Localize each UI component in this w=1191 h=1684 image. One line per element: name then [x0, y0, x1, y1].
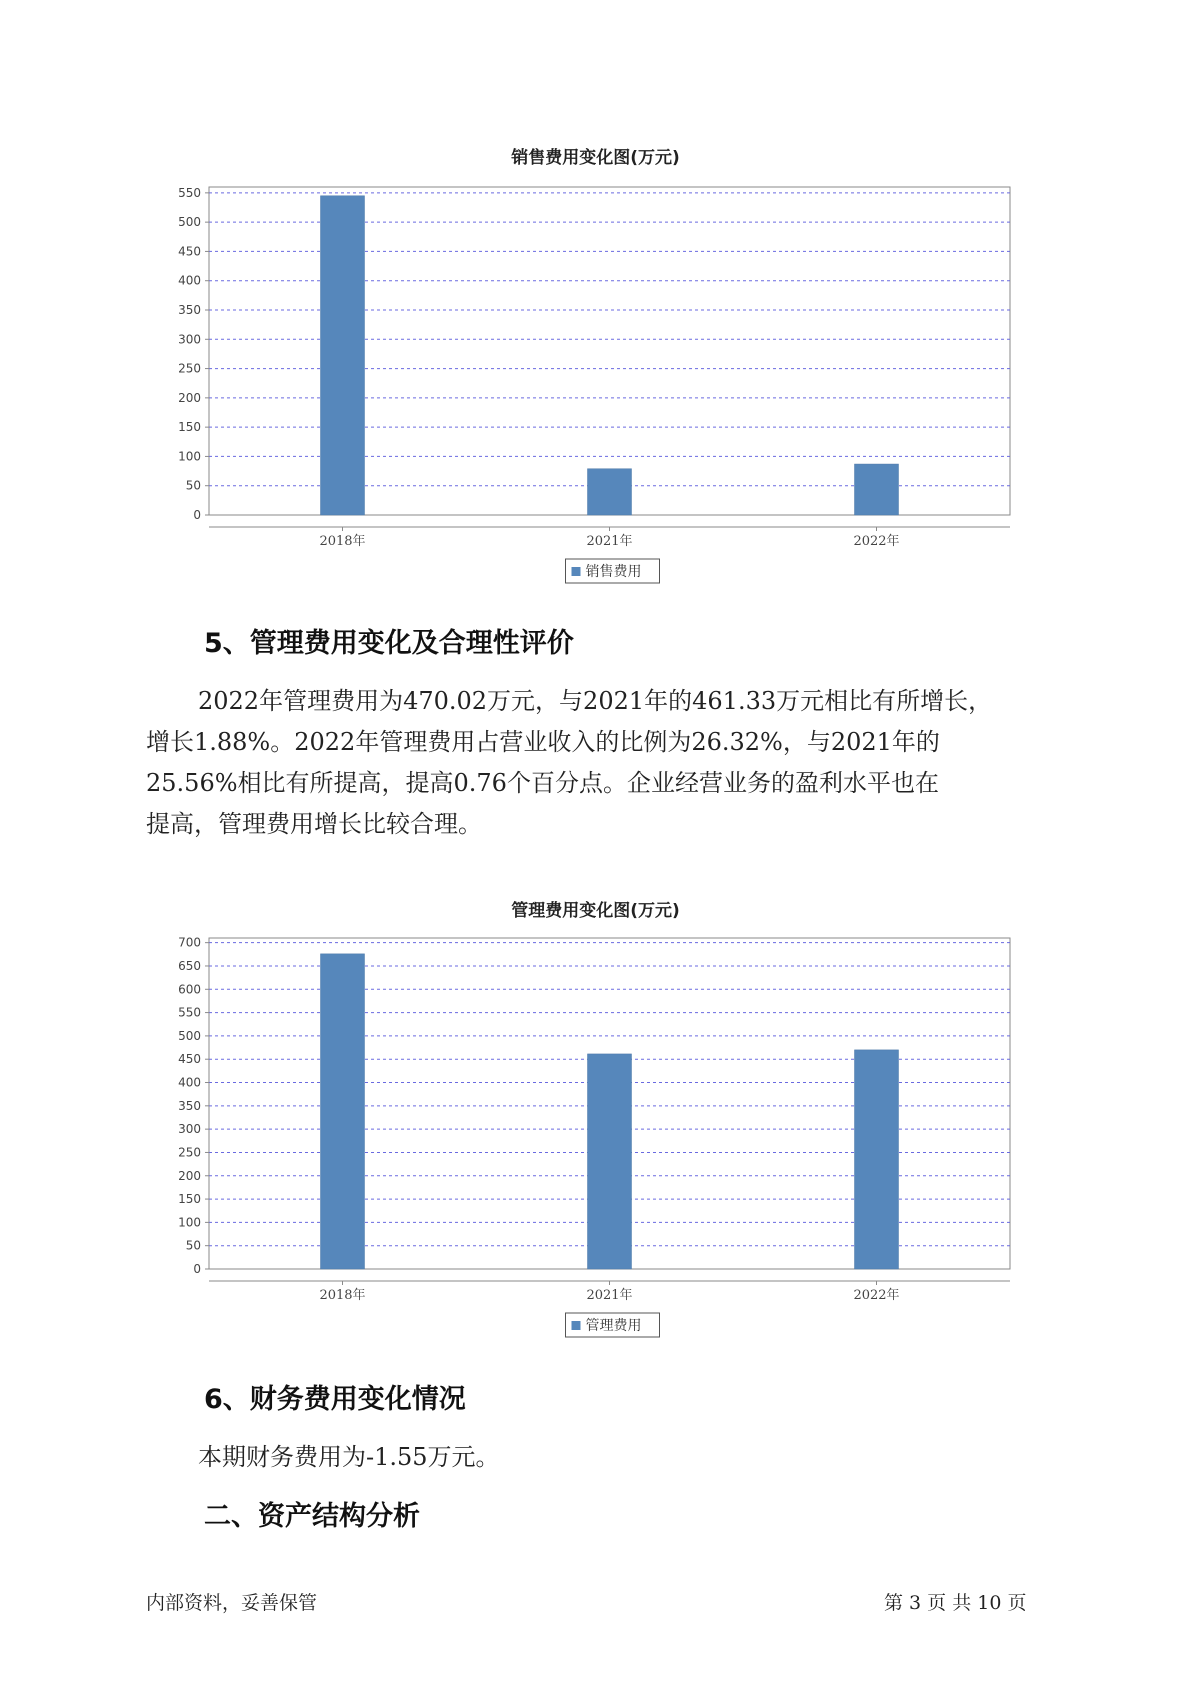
x-tick-label: 2018年 [319, 1288, 366, 1303]
y-tick-label: 100 [178, 449, 201, 464]
y-tick-label: 50 [185, 1238, 201, 1253]
y-tick-label: 400 [178, 1075, 201, 1090]
legend-swatch [572, 567, 581, 576]
y-tick-label: 150 [178, 1192, 201, 1207]
sales-expense-chart [0, 170, 1191, 590]
y-tick-label: 250 [178, 361, 201, 376]
paragraph-line: 25.56%相比有所提高，提高0.76个百分点。企业经营业务的盈利水平也在 [146, 769, 939, 797]
x-tick-label: 2021年 [586, 1288, 633, 1303]
y-tick-label: 150 [178, 420, 201, 435]
legend-swatch [572, 1321, 581, 1330]
y-tick-label: 450 [178, 1052, 201, 1067]
y-tick-label: 400 [178, 273, 201, 288]
y-tick-label: 700 [178, 935, 201, 950]
paragraph-line: 增长1.88%。2022年管理费用占营业收入的比例为26.32%，与2021年的 [146, 728, 940, 756]
x-tick-label: 2018年 [319, 534, 366, 549]
paragraph-line: 提高，管理费用增长比较合理。 [146, 810, 482, 838]
y-tick-label: 250 [178, 1145, 201, 1160]
legend-label: 管理费用 [585, 1318, 642, 1334]
x-tick-label: 2022年 [853, 534, 900, 549]
y-tick-label: 0 [193, 508, 201, 522]
y-tick-label: 350 [178, 1098, 201, 1113]
paragraph-line: 本期财务费用为-1.55万元。 [198, 1443, 500, 1471]
bar [855, 1050, 899, 1269]
y-tick-label: 600 [178, 982, 201, 997]
bar [855, 464, 899, 515]
assets-section-heading: 二、资产结构分析 [204, 1501, 420, 1532]
y-tick-label: 50 [185, 478, 201, 493]
y-tick-label: 200 [178, 390, 201, 405]
y-tick-label: 550 [178, 1005, 201, 1020]
section6-heading: 6、财务费用变化情况 [204, 1384, 466, 1415]
paragraph-line: 2022年管理费用为470.02万元，与2021年的461.33万元相比有所增长， [198, 687, 993, 715]
y-tick-label: 350 [178, 303, 201, 317]
x-tick-label: 2022年 [853, 1288, 900, 1303]
bar [321, 196, 365, 515]
y-tick-label: 500 [178, 215, 201, 230]
y-tick-label: 100 [178, 1215, 201, 1230]
footer-confidential-note: 内部资料，妥善保管 [146, 1592, 318, 1614]
y-tick-label: 200 [178, 1168, 201, 1183]
admin-expense-chart-title: 管理费用变化图(万元) [511, 901, 680, 921]
y-tick-label: 500 [178, 1028, 201, 1043]
y-tick-label: 550 [178, 185, 201, 200]
section6-paragraph [146, 1437, 1076, 1478]
y-tick-label: 0 [193, 1262, 201, 1276]
section5-paragraph [146, 681, 1076, 845]
sales-expense-chart-title: 销售费用变化图(万元) [511, 148, 680, 168]
section5-heading: 5、管理费用变化及合理性评价 [204, 628, 574, 659]
admin-expense-chart [0, 925, 1191, 1345]
x-tick-label: 2021年 [586, 534, 633, 549]
bar [588, 1054, 632, 1269]
y-tick-label: 650 [178, 958, 201, 973]
footer-page-number: 第 3 页 共 10 页 [884, 1592, 1027, 1614]
y-tick-label: 300 [178, 332, 201, 347]
legend-label: 销售费用 [585, 564, 642, 580]
bar [321, 954, 365, 1269]
bar [588, 469, 632, 515]
y-tick-label: 300 [178, 1122, 201, 1137]
y-tick-label: 450 [178, 244, 201, 259]
